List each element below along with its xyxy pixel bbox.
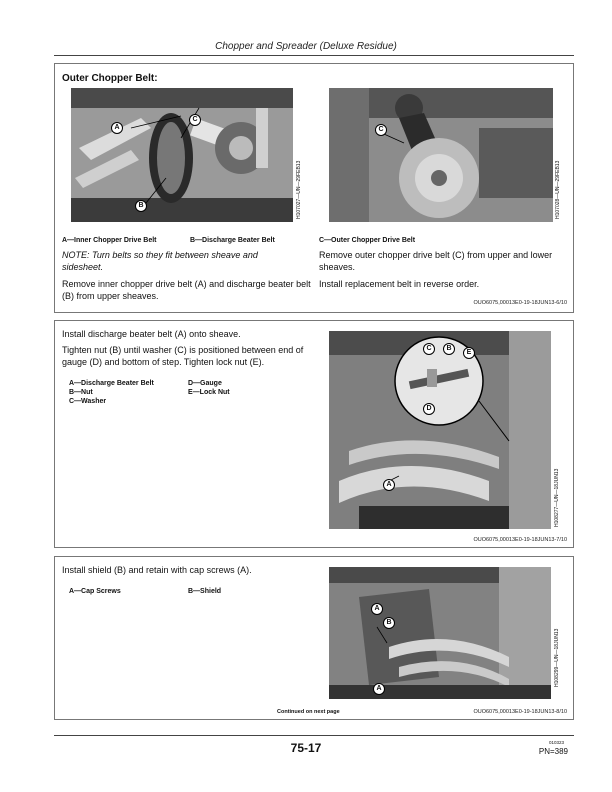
footer-rule [54, 735, 574, 736]
callout-d: D [423, 403, 435, 415]
photo-id: H108277—UN—18JUN13 [554, 468, 560, 527]
page-header-title: Chopper and Spreader (Deluxe Residue) [215, 41, 397, 52]
photo-shield-cap-screws [329, 567, 551, 699]
photo-id: H108299—UN—18JUN13 [554, 628, 560, 687]
legend-a: A—Discharge Beater Belt [69, 380, 154, 387]
continued-note: Continued on next page [277, 709, 340, 715]
step-remove-outer: Remove outer chopper drive belt (C) from upper and lower sheaves. [319, 250, 553, 272]
step-install-beater-belt: Install discharge beater belt (A) onto sheave. [62, 329, 241, 339]
callout-a: A [111, 122, 123, 134]
photo-inner-chopper-belts [71, 88, 293, 222]
legend-a: A—Inner Chopper Drive Belt [62, 237, 157, 244]
reference-code: OUO6075,00013E0-19-18JUN13-7/10 [473, 537, 567, 543]
section-discharge-beater-belt [54, 320, 574, 548]
photo-belt-tension-gauge [329, 331, 551, 529]
header-rule [54, 55, 574, 56]
step-install-replacement: Install replacement belt in reverse order. [319, 279, 480, 289]
legend-column-2 [188, 379, 230, 397]
legend-c: C—Outer Chopper Drive Belt [319, 237, 416, 244]
step-tighten-nut: Tighten nut (B) until washer (C) is positioned between end of gauge (D) and bottom of step. Tighten lock nut (E). [62, 345, 304, 367]
legend-b: B—Nut [69, 389, 93, 396]
legend-a: A—Cap Screws [69, 588, 121, 595]
photo-right-id: H107028—UN—29FEB13 [555, 160, 561, 219]
callout-b: B [443, 343, 455, 355]
legend-d: D—Gauge [188, 380, 222, 387]
section-outer-chopper-belt [54, 63, 574, 313]
callout-a: A [373, 683, 385, 695]
callout-b: B [383, 617, 395, 629]
reference-code: OUO6075,00013E0-19-18JUN13-6/10 [473, 300, 567, 306]
callout-e: E [463, 347, 475, 359]
legend-b: B—Shield [188, 588, 222, 595]
photo-left-id: H107027—UN—29FEB13 [296, 160, 302, 219]
callout-b: B [135, 200, 147, 212]
callout-c: C [375, 124, 387, 136]
reference-code: OUO6075,00013E0-19-18JUN13-8/10 [473, 709, 567, 715]
legend-c: C—Washer [69, 398, 107, 405]
photo-outer-chopper-belt [329, 88, 553, 222]
callout-a: A [383, 479, 395, 491]
callout-a: A [371, 603, 383, 615]
legend-b: B—Discharge Beater Belt [190, 237, 275, 244]
step-install-shield: Install shield (B) and retain with cap screws (A). [62, 565, 252, 575]
legend-column-1 [69, 379, 154, 406]
section-title: Outer Chopper Belt: [62, 73, 158, 84]
page-number: 75-17 [290, 741, 322, 755]
footer-code: 010323 [548, 740, 564, 745]
section-install-shield [54, 556, 574, 720]
part-number: PN=389 [538, 747, 568, 756]
step-remove-inner: Remove inner chopper drive belt (A) and discharge beater belt (B) from upper sheaves. [62, 279, 311, 301]
callout-c: C [423, 343, 435, 355]
callout-c: C [189, 114, 201, 126]
note-text: NOTE: Turn belts so they fit between sheave and sidesheet. [62, 250, 258, 272]
legend-e: E—Lock Nut [188, 389, 230, 396]
